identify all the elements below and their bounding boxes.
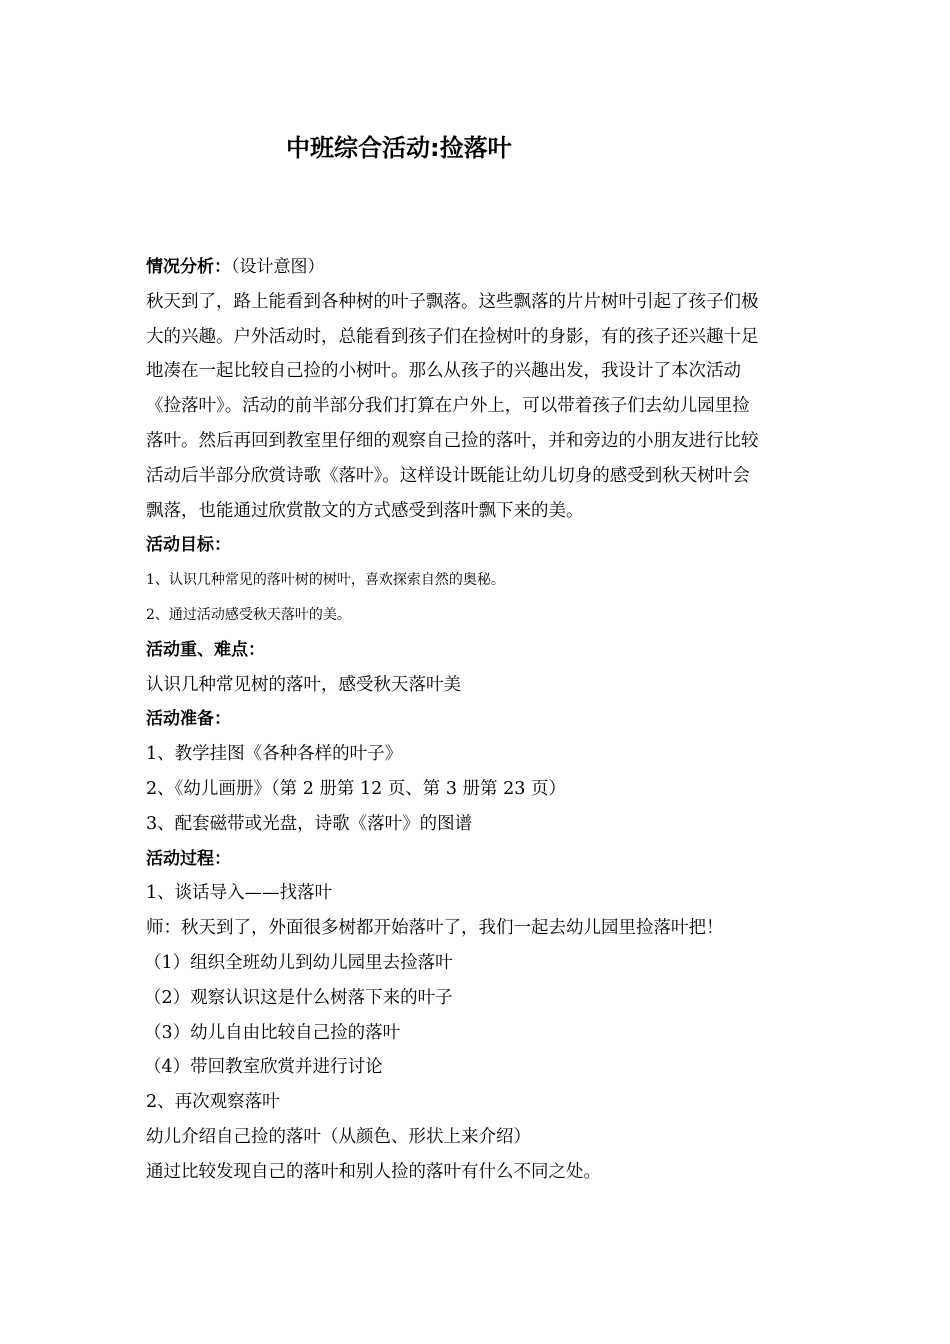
analysis-line: 飘落，也能通过欣赏散文的方式感受到落叶飘下来的美。 — [146, 500, 584, 521]
process-step: （4）带回教室欣赏并进行讨论 — [144, 1057, 383, 1078]
analysis-heading-note: （设计意图） — [231, 257, 325, 277]
analysis-line: 活动后半部分欣赏诗歌《落叶》。这样设计既能让幼儿切身的感受到秋天树叶会 — [146, 465, 750, 486]
section-heading-analysis — [146, 250, 826, 285]
preparation-item: 3、配套磁带或光盘，诗歌《落叶》的图谱 — [146, 813, 473, 834]
preparation-item: 2、《幼儿画册》（第 2 册第 12 页、第 3 册第 23 页） — [146, 778, 566, 799]
goal-item: 1、认识几种常见的落叶树的树叶，喜欢探索自然的奥秘。 — [146, 572, 505, 589]
process-line: 师：秋天到了，外面很多树都开始落叶了，我们一起去幼儿园里捡落叶把！ — [146, 918, 724, 939]
process-step: （1）组织全班幼儿到幼儿园里去捡落叶 — [144, 952, 453, 973]
section-heading-process: 活动过程： — [146, 848, 231, 869]
goal-item: 2、通过活动感受秋天落叶的美。 — [146, 606, 351, 623]
document-title: 中班综合活动:捡落叶 — [286, 134, 512, 162]
process-line: 2、再次观察落叶 — [146, 1092, 280, 1113]
analysis-line: 秋天到了，路上能看到各种树的叶子飘落。这些飘落的片片树叶引起了孩子们极 — [146, 291, 759, 312]
analysis-line: 落叶。然后再回到教室里仔细的观察自己捡的落叶，并和旁边的小朋友进行比较 — [146, 430, 759, 451]
document-body — [146, 250, 826, 1190]
preparation-item: 1、教学挂图《各种各样的叶子》 — [146, 744, 403, 765]
section-heading-preparation: 活动准备： — [146, 709, 231, 730]
analysis-line: 地凑在一起比较自己捡的小树叶。那么从孩子的兴趣出发，我设计了本次活动 — [146, 361, 741, 382]
process-step: （2）观察认识这是什么树落下来的叶子 — [144, 987, 453, 1008]
key-points-text: 认识几种常见树的落叶，感受秋天落叶美 — [146, 674, 461, 695]
analysis-line: 大的兴趣。户外活动时，总能看到孩子们在捡树叶的身影，有的孩子还兴趣十足 — [146, 326, 759, 347]
section-heading-goals: 活动目标： — [146, 535, 231, 556]
analysis-heading-text: 情况分析： — [146, 257, 231, 277]
process-line: 幼儿介绍自己捡的落叶（从颜色、形状上来介绍） — [146, 1126, 531, 1147]
process-step: （3）幼儿自由比较自己捡的落叶 — [144, 1022, 401, 1043]
analysis-line: 《捡落叶》。活动的前半部分我们打算在户外上，可以带着孩子们去幼儿园里捡 — [146, 396, 750, 417]
process-line: 1、谈话导入——找落叶 — [146, 883, 333, 904]
process-line: 通过比较发现自己的落叶和别人捡的落叶有什么不同之处。 — [146, 1161, 601, 1182]
section-heading-key-points: 活动重、难点： — [146, 639, 265, 660]
